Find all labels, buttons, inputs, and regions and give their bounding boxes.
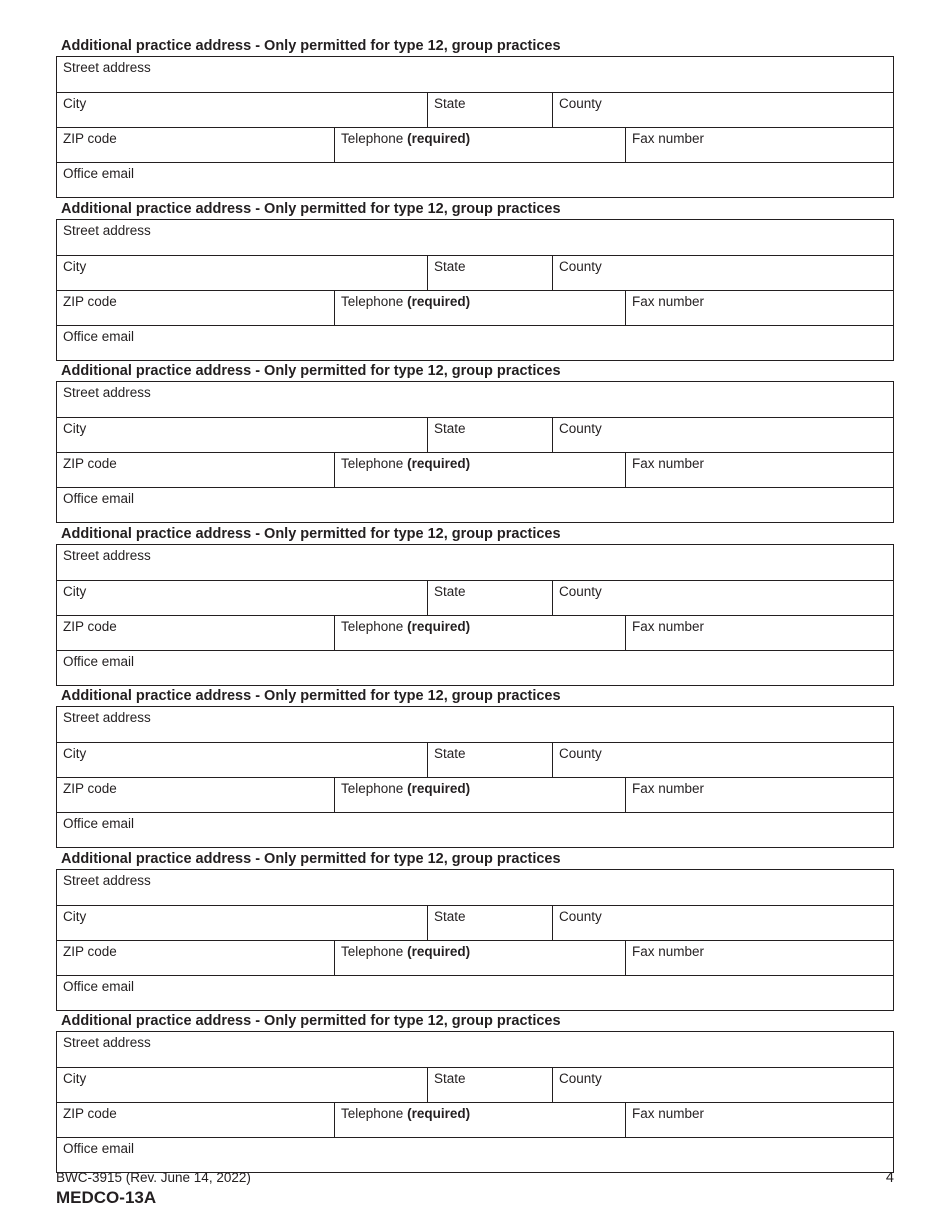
fax-number-label: Fax number <box>632 131 705 146</box>
contact-row <box>57 940 893 975</box>
street-address-field[interactable] <box>57 57 893 92</box>
address-grid <box>56 869 894 1011</box>
zip-code-field[interactable] <box>57 778 334 812</box>
street-address-label: Street address <box>63 385 151 400</box>
city-field[interactable] <box>57 418 427 452</box>
state-field[interactable] <box>427 418 552 452</box>
city-label: City <box>63 746 87 761</box>
email-row <box>57 1137 893 1172</box>
office-email-label: Office email <box>63 978 135 994</box>
fax-number-label: Fax number <box>632 781 705 796</box>
required-marker: (required) <box>407 131 471 146</box>
city-field[interactable] <box>57 256 427 290</box>
city-field[interactable] <box>57 93 427 127</box>
zip-code-field[interactable] <box>57 128 334 162</box>
city-field[interactable] <box>57 743 427 777</box>
office-email-field[interactable] <box>57 1138 893 1172</box>
required-marker: (required) <box>407 943 471 959</box>
zip-code-label: ZIP code <box>63 1106 117 1121</box>
county-field[interactable] <box>552 743 893 777</box>
city-row <box>57 580 893 615</box>
street-address-label: Street address <box>63 710 151 725</box>
required-marker: (required) <box>407 1106 471 1121</box>
street-address-label: Street address <box>63 1035 151 1050</box>
city-label: City <box>63 421 87 436</box>
city-row <box>57 255 893 290</box>
form-code: MEDCO-13A <box>56 1188 157 1207</box>
fax-number-field[interactable] <box>625 941 893 975</box>
street-address-label: Street address <box>63 872 151 888</box>
city-label: City <box>63 1071 87 1086</box>
state-field[interactable] <box>427 581 552 615</box>
city-label: City <box>63 96 87 111</box>
county-field[interactable] <box>552 1068 893 1102</box>
section-title: Additional practice address - Only permitted for type 12, group practices <box>61 1013 561 1029</box>
county-label: County <box>559 258 602 274</box>
additional-practice-address-section <box>56 525 894 688</box>
office-email-field[interactable] <box>57 976 893 1010</box>
additional-practice-address-section <box>56 362 894 525</box>
fax-number-field[interactable] <box>625 616 893 650</box>
street-row <box>57 57 893 92</box>
street-row <box>57 1032 893 1067</box>
telephone-label: Telephone <box>341 943 404 959</box>
office-email-field[interactable] <box>57 163 893 197</box>
county-label: County <box>559 421 602 436</box>
address-grid <box>56 381 894 523</box>
telephone-label: Telephone <box>341 456 404 471</box>
city-row <box>57 742 893 777</box>
address-grid <box>56 706 894 848</box>
state-label: State <box>434 96 466 111</box>
state-label: State <box>434 421 466 436</box>
required-marker: (required) <box>407 618 471 634</box>
city-label: City <box>63 908 87 924</box>
section-title: Additional practice address - Only permitted for type 12, group practices <box>61 38 561 54</box>
zip-code-label: ZIP code <box>63 943 117 959</box>
office-email-field[interactable] <box>57 651 893 685</box>
section-title: Additional practice address - Only permitted for type 12, group practices <box>61 688 561 704</box>
street-row <box>57 870 893 905</box>
telephone-field[interactable] <box>334 1103 625 1137</box>
email-row <box>57 162 893 197</box>
email-row <box>57 487 893 522</box>
city-label: City <box>63 583 87 599</box>
street-address-field[interactable] <box>57 382 893 417</box>
section-title: Additional practice address - Only permitted for type 12, group practices <box>61 525 561 542</box>
email-row <box>57 975 893 1010</box>
city-field[interactable] <box>57 581 427 615</box>
street-address-label: Street address <box>63 222 151 238</box>
county-field[interactable] <box>552 906 893 940</box>
state-field[interactable] <box>427 906 552 940</box>
section-title: Additional practice address - Only permitted for type 12, group practices <box>61 200 561 217</box>
fax-number-label: Fax number <box>632 618 705 634</box>
street-address-label: Street address <box>63 60 151 75</box>
street-row <box>57 220 893 255</box>
zip-code-label: ZIP code <box>63 456 117 471</box>
telephone-field[interactable] <box>334 291 625 325</box>
city-label: City <box>63 258 87 274</box>
city-row <box>57 92 893 127</box>
fax-number-field[interactable] <box>625 453 893 487</box>
section-title: Additional practice address - Only permitted for type 12, group practices <box>61 850 561 867</box>
office-email-label: Office email <box>63 1141 135 1156</box>
street-address-field[interactable] <box>57 1032 893 1067</box>
additional-practice-address-section <box>56 850 894 1013</box>
state-label: State <box>434 1071 466 1086</box>
zip-code-field[interactable] <box>57 453 334 487</box>
contact-row <box>57 777 893 812</box>
office-email-label: Office email <box>63 328 135 344</box>
county-field[interactable] <box>552 256 893 290</box>
office-email-label: Office email <box>63 491 135 506</box>
telephone-field[interactable] <box>334 128 625 162</box>
county-label: County <box>559 746 602 761</box>
contact-row <box>57 127 893 162</box>
office-email-field[interactable] <box>57 813 893 847</box>
city-field[interactable] <box>57 906 427 940</box>
fax-number-field[interactable] <box>625 778 893 812</box>
section-title: Additional practice address - Only permitted for type 12, group practices <box>61 363 561 379</box>
state-field[interactable] <box>427 1068 552 1102</box>
street-row <box>57 382 893 417</box>
additional-practice-address-section <box>56 1012 894 1175</box>
zip-code-label: ZIP code <box>63 781 117 796</box>
additional-practice-address-section <box>56 200 894 363</box>
telephone-label: Telephone <box>341 293 404 309</box>
email-row <box>57 325 893 360</box>
street-address-field[interactable] <box>57 707 893 742</box>
fax-number-field[interactable] <box>625 128 893 162</box>
address-grid <box>56 219 894 361</box>
email-row <box>57 812 893 847</box>
telephone-field[interactable] <box>334 778 625 812</box>
state-label: State <box>434 746 466 761</box>
required-marker: (required) <box>407 781 471 796</box>
state-label: State <box>434 908 466 924</box>
city-row <box>57 905 893 940</box>
county-field[interactable] <box>552 581 893 615</box>
required-marker: (required) <box>407 293 471 309</box>
county-label: County <box>559 908 602 924</box>
county-field[interactable] <box>552 93 893 127</box>
street-address-label: Street address <box>63 547 151 563</box>
telephone-field[interactable] <box>334 616 625 650</box>
contact-row <box>57 290 893 325</box>
city-field[interactable] <box>57 1068 427 1102</box>
street-address-field[interactable] <box>57 870 893 905</box>
telephone-field[interactable] <box>334 453 625 487</box>
fax-number-label: Fax number <box>632 293 705 309</box>
fax-number-label: Fax number <box>632 456 705 471</box>
office-email-label: Office email <box>63 816 135 831</box>
telephone-field[interactable] <box>334 941 625 975</box>
state-label: State <box>434 258 466 274</box>
page-number: 4 <box>885 1170 894 1186</box>
telephone-label: Telephone <box>341 618 404 634</box>
city-row <box>57 1067 893 1102</box>
telephone-label: Telephone <box>341 781 404 796</box>
state-label: State <box>434 583 466 599</box>
fax-number-label: Fax number <box>632 1106 705 1121</box>
office-email-label: Office email <box>63 166 135 181</box>
street-address-field[interactable] <box>57 545 893 580</box>
address-grid <box>56 56 894 198</box>
state-field[interactable] <box>427 743 552 777</box>
fax-number-label: Fax number <box>632 943 705 959</box>
additional-practice-address-section <box>56 37 894 200</box>
required-marker: (required) <box>407 456 471 471</box>
street-row <box>57 707 893 742</box>
zip-code-field[interactable] <box>57 291 334 325</box>
contact-row <box>57 452 893 487</box>
state-field[interactable] <box>427 93 552 127</box>
zip-code-label: ZIP code <box>63 293 117 309</box>
county-label: County <box>559 1071 602 1086</box>
contact-row <box>57 1102 893 1137</box>
fax-number-field[interactable] <box>625 1103 893 1137</box>
telephone-label: Telephone <box>341 1106 404 1121</box>
contact-row <box>57 615 893 650</box>
zip-code-field[interactable] <box>57 616 334 650</box>
zip-code-field[interactable] <box>57 1103 334 1137</box>
additional-practice-address-section <box>56 687 894 850</box>
office-email-field[interactable] <box>57 326 893 360</box>
fax-number-field[interactable] <box>625 291 893 325</box>
county-label: County <box>559 583 602 599</box>
street-row <box>57 545 893 580</box>
city-row <box>57 417 893 452</box>
zip-code-label: ZIP code <box>63 618 117 634</box>
address-grid <box>56 544 894 686</box>
address-grid <box>56 1031 894 1173</box>
telephone-label: Telephone <box>341 131 404 146</box>
zip-code-label: ZIP code <box>63 131 117 146</box>
county-label: County <box>559 96 602 111</box>
practice-address-form <box>56 37 894 1175</box>
office-email-label: Office email <box>63 653 135 669</box>
street-address-field[interactable] <box>57 220 893 255</box>
email-row <box>57 650 893 685</box>
form-id: BWC-3915 (Rev. June 14, 2022) <box>56 1170 251 1185</box>
page-footer <box>56 1170 894 1214</box>
zip-code-field[interactable] <box>57 941 334 975</box>
county-field[interactable] <box>552 418 893 452</box>
office-email-field[interactable] <box>57 488 893 522</box>
state-field[interactable] <box>427 256 552 290</box>
